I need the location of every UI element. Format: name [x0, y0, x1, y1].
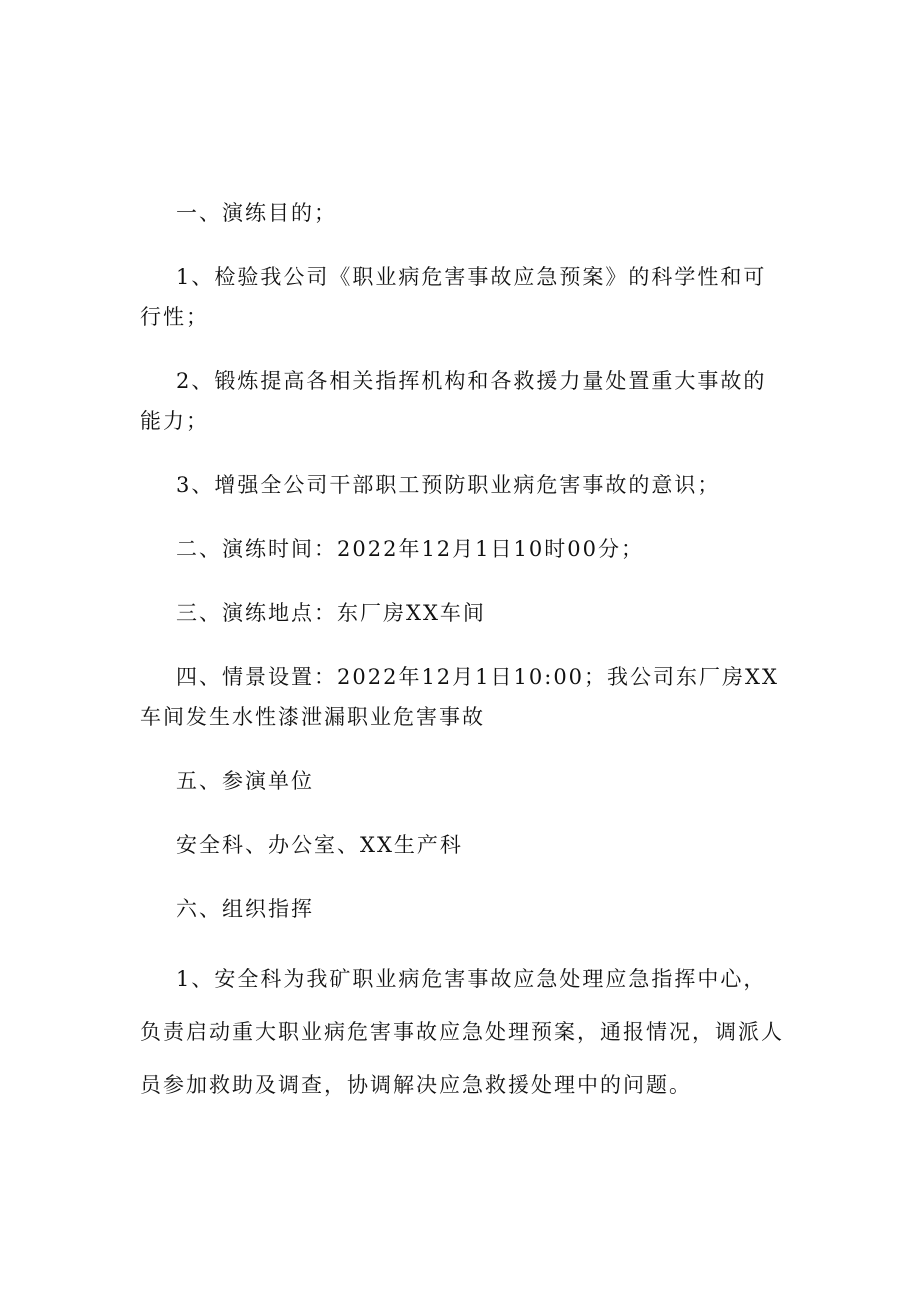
section-heading-participants: 五、参演单位 [176, 769, 314, 793]
section-heading-time: 二、演练时间：2022年12月1日10时00分； [176, 537, 644, 561]
purpose-item-1: 1、检验我公司《职业病危害事故应急预案》的科学性和可行性； [140, 265, 767, 329]
purpose-item-2: 2、锻炼提高各相关指挥机构和各救援力量处置重大事故的能力； [140, 369, 767, 433]
section-scenario: 四、情景设置：2022年12月1日10:00；我公司东厂房XX车间发生水性漆泄漏职业危害事故 [140, 665, 779, 729]
document-body [140, 193, 785, 1112]
section-heading-command: 六、组织指挥 [176, 897, 314, 921]
section-heading-purpose: 一、演练目的； [176, 201, 337, 225]
command-item-1: 1、安全科为我矿职业病危害事故应急处理应急指挥中心，负责启动重大职业病危害事故应急处理预案，通报情况，调派人员参加救助及调查，协调解决应急救援处理中的问题。 [140, 967, 784, 1097]
purpose-item-3: 3、增强全公司干部职工预防职业病危害事故的意识； [176, 473, 721, 497]
section-heading-location: 三、演练地点：东厂房XX车间 [176, 601, 486, 625]
participants-list: 安全科、办公室、XX生产科 [176, 833, 463, 857]
